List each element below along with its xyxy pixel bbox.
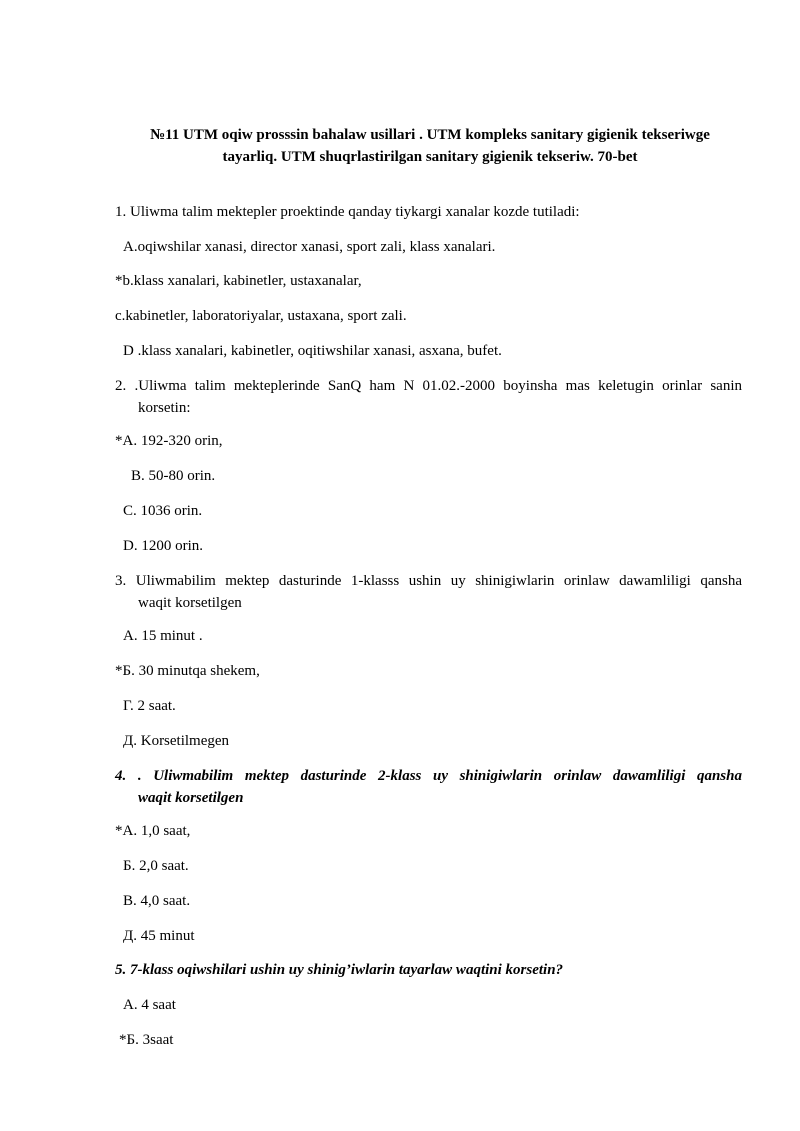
question-4-option-a: *A. 1,0 saat, (115, 823, 191, 839)
question-3-option-d: Д. Korsetilmegen (123, 733, 230, 749)
question-1-option-b: *b.klass xanalari, kabinetler, ustaxanalar, (115, 273, 362, 289)
question-5-text: 5. 7-klass oqiwshilari ushin uy shinig’iwlarin tayarlaw waqtini korsetin? (115, 962, 564, 978)
question-3-option-b: *Б. 30 minutqa shekem, (115, 663, 260, 679)
question-4-line-2: waqit korsetilgen (138, 790, 244, 806)
title-line-1: №11 UTM oqiw prosssin bahalaw usillari . UTM kompleks sanitary gigienik tekseriwge (150, 127, 710, 143)
question-2-line-1: 2. .Uliwma talim mekteplerinde SanQ ham N 01.02.-2000 boyinsha mas keletugin orinlar sanin (115, 378, 742, 394)
question-3-option-a: A. 15 minut . (123, 628, 203, 644)
question-2-text (115, 375, 742, 419)
question-2-line-2: korsetin: (138, 400, 191, 416)
question-4-option-b: Б. 2,0 saat. (123, 858, 189, 874)
question-2-option-d: D. 1200 orin. (123, 538, 203, 554)
question-4-option-c: B. 4,0 saat. (123, 893, 191, 909)
question-1-option-c: c.kabinetler, laboratoriyalar, ustaxana, sport zali. (115, 308, 407, 324)
question-5-option-a: A. 4 saat (123, 997, 176, 1013)
question-2-option-a: *A. 192-320 orin, (115, 433, 223, 449)
question-3-line-2: waqit korsetilgen (138, 595, 242, 611)
title-line-2: tayarliq. UTM shuqrlastirilgan sanitary gigienik tekseriw. 70-bet (222, 149, 638, 165)
question-1-text: 1. Uliwma talim mektepler proektinde qanday tiykargi xanalar kozde tutiladi: (115, 204, 580, 220)
question-2-option-c: C. 1036 orin. (123, 503, 203, 519)
question-4-option-d: Д. 45 minut (123, 928, 195, 944)
question-4-line-1: 4. . Uliwmabilim mektep dasturinde 2-klass uy shinigiwlarin orinlaw dawamliligi qansha (115, 768, 742, 784)
question-3-text (115, 570, 742, 614)
document-title (115, 124, 745, 168)
question-5-option-b: *Б. 3saat (119, 1032, 174, 1048)
question-3-line-1: 3. Uliwmabilim mektep dasturinde 1-klasss ushin uy shinigiwlarin orinlaw dawamliligi qansha (115, 573, 742, 589)
question-2-option-b: B. 50-80 orin. (131, 468, 216, 484)
question-1-option-d: D .klass xanalari, kabinetler, oqitiwshilar xanasi, asxana, bufet. (123, 343, 502, 359)
question-3-option-c: Г. 2 saat. (123, 698, 176, 714)
question-1-option-a: A.oqiwshilar xanasi, director xanasi, sport zali, klass xanalari. (123, 239, 496, 255)
question-4-text (115, 765, 742, 809)
